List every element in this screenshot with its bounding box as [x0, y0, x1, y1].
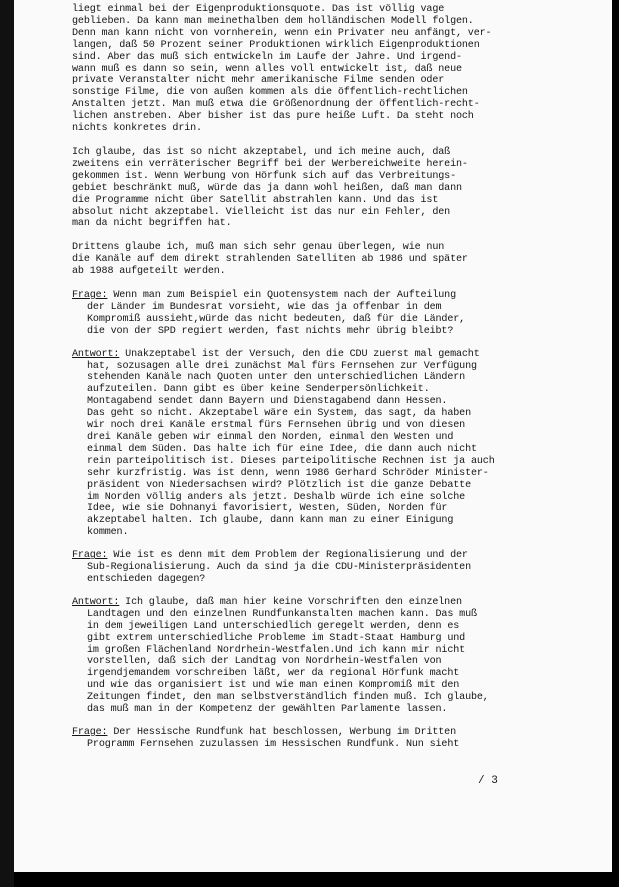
- text-line: private Veranstalter nicht mehr amerikanische Filme senden oder: [72, 75, 445, 87]
- text-line: in dem jeweiligen Land unterschiedlich geregelt werden, denn es: [87, 620, 460, 632]
- text-line: sonstige Filme, die von außen kommen als die öffentlich-rechtlichen: [72, 87, 468, 99]
- text-line: Das geht so nicht. Akzeptabel wäre ein System, das sagt, da haben: [87, 408, 471, 420]
- text-line: lichen anstreben. Aber bisher ist das pure heiße Luft. Da steht noch: [72, 111, 474, 123]
- text-line: irgendjemandem vorschreiben läßt, wer da regional Hörfunk macht: [87, 668, 460, 680]
- text-line: [72, 349, 567, 361]
- text-line: im großen Flächenland Nordrhein-Westfalen.Und ich kann mir nicht: [87, 644, 466, 656]
- paragraph: [72, 242, 567, 278]
- text-line: ab 1988 aufgeteilt werden.: [72, 266, 226, 278]
- text-line: man da nicht begriffen hat.: [72, 218, 232, 230]
- page-number: / 3: [478, 775, 498, 787]
- text-line: Idee, wie sie Dohnanyi favorisiert, Westen, Süden, Norden für: [87, 503, 448, 515]
- text-line: gibt extrem unterschiedliche Probleme im Stadt-Staat Hamburg und: [87, 632, 466, 644]
- line-text: Ich glaube, daß man hier keine Vorschriften den einzelnen: [119, 596, 462, 608]
- text-line: Drittens glaube ich, muß man sich sehr genau überlegen, wie nun: [72, 242, 445, 254]
- text-line: die Kanäle auf dem direkt strahlenden Satelliten ab 1986 und später: [72, 254, 468, 266]
- text-line: Programm Fernsehen zuzulassen im Hessischen Rundfunk. Nun sieht: [87, 738, 460, 750]
- text-line: Landtagen und den einzelnen Rundfunkanstalten machen kann. Das muß: [87, 608, 477, 620]
- text-line: geblieben. Da kann man meinethalben dem holländischen Modell folgen.: [72, 15, 474, 27]
- text-line: die Programme nicht über Satellit abstrahlen kann. Und das ist: [72, 194, 439, 206]
- text-line: gekommen ist. Wenn Werbung von Hörfunk sich auf das Verbreitungs-: [72, 170, 456, 182]
- scan-border: [0, 0, 14, 887]
- qa-block: [72, 349, 567, 540]
- text-line: gebiet beschränkt muß, würde das ja dann wohl heißen, daß man dann: [72, 182, 462, 194]
- qa-block: [72, 597, 567, 716]
- text-line: zweitens ein verräterischer Begriff bei der Werbereichweite herein-: [72, 158, 468, 170]
- text-line: entschieden dagegen?: [87, 573, 206, 585]
- text-line: sind. Aber das muß sich entwickeln im Laufe der Jahre. Und irgend-: [72, 51, 462, 63]
- speaker-label: Frage:: [72, 290, 108, 302]
- text-line: liegt einmal bei der Eigenproduktionsquote. Das ist völlig vage: [72, 4, 445, 15]
- text-line: Sub-Regionalisierung. Auch da sind ja die CDU-Ministerpräsidenten: [87, 562, 471, 574]
- qa-block: [72, 550, 567, 586]
- speaker-label: Antwort:: [72, 596, 120, 608]
- text-line: [72, 597, 567, 609]
- text-line: Kompromiß aussieht,würde das nicht bedeuten, daß für die Länder,: [87, 313, 466, 325]
- text-line: hat, sozusagen alle drei zunächst Mal fürs Fernsehen zur Verfügung: [87, 360, 477, 372]
- text-line: das muß man in der Kompetenz der gewählten Parlamente lassen.: [87, 704, 448, 716]
- text-line: präsident von Niedersachsen wird? Plötzlich ist die ganze Debatte: [87, 479, 471, 491]
- speaker-label: Frage:: [72, 550, 108, 562]
- text-line: wir noch drei Kanäle erstmal fürs Fernsehen übrig und von diesen: [87, 420, 466, 432]
- text-line: absolut nicht akzeptabel. Vielleicht ist das nur ein Fehler, den: [72, 206, 451, 218]
- text-line: akzeptabel halten. Ich glaube, dann kann man zu einer Einigung: [87, 515, 454, 527]
- text-line: und wie das organisiert ist und wie man einen Kompromiß mit den: [87, 680, 460, 692]
- text-line: Ich glaube, das ist so nicht akzeptabel, und ich meine auch, daß: [72, 146, 451, 158]
- text-line: rein parteipolitisch ist. Dieses parteipolitische Rechnen ist ja auch: [87, 455, 495, 467]
- text-line: vorstellen, daß sich der Landtag von Nordrhein-Westfalen von: [87, 656, 442, 668]
- qa-block: [72, 290, 567, 338]
- paragraph: [72, 4, 567, 135]
- text-line: langen, daß 50 Prozent seiner Produktionen wirklich Eigenproduktionen: [72, 39, 480, 51]
- text-line: drei Kanäle geben wir einmal den Norden, einmal den Westen und: [87, 432, 454, 443]
- text-line: der Länder im Bundesrat vorsieht, wie das ja offenbar in dem: [87, 301, 442, 313]
- text-line: [72, 727, 567, 739]
- text-line: [72, 550, 567, 562]
- text-line: sehr kurzfristig. Was ist denn, wenn 1986 Gerhard Schröder Minister-: [87, 467, 489, 479]
- text-line: Montagabend sendet dann Bayern und Dienstagabend dann Hessen.: [87, 396, 448, 408]
- text-line: kommen.: [87, 527, 129, 539]
- text-line: die von der SPD regiert werden, fast nichts mehr übrig bleibt?: [87, 325, 454, 337]
- text-line: nichts konkretes drin.: [72, 123, 202, 135]
- text-line: Zeitungen findet, den man selbstverständlich finden muß. Ich glaube,: [87, 692, 489, 704]
- speaker-label: Antwort:: [72, 348, 120, 360]
- text-line: [72, 290, 567, 302]
- line-text: Unakzeptabel ist der Versuch, den die CDU zuerst mal gemacht: [119, 348, 480, 360]
- text-line: einmal dem Süden. Das halte ich für eine Idee, die dann auch nicht: [87, 443, 477, 455]
- qa-block: [72, 727, 567, 751]
- text-line: Denn man kann nicht von vornherein, wenn ein Privater neu anfängt, ver-: [72, 27, 492, 39]
- text-line: Anstalten jetzt. Man muß etwa die Größenordnung der öffentlich-recht-: [72, 99, 480, 111]
- speaker-label: Frage:: [72, 726, 108, 738]
- text-line: wann muß es dann so sein, wenn alles voll entwickelt ist, daß neue: [72, 63, 462, 75]
- paragraph: [72, 147, 567, 230]
- text-line: stehenden Kanäle nach Quoten unter den unterschiedlichen Ländern: [87, 372, 466, 384]
- line-text: Wie ist es denn mit dem Problem der Regionalisierung und der: [107, 550, 468, 562]
- line-text: Der Hessische Rundfunk hat beschlossen, Werbung im Dritten: [107, 726, 456, 738]
- text-line: aufzuteilen. Dann gibt es über keine Senderpersönlichkeit.: [87, 384, 430, 396]
- line-text: Wenn man zum Beispiel ein Quotensystem nach der Aufteilung: [107, 290, 456, 302]
- text-line: im Norden völlig anders als jetzt. Deshalb würde ich eine solche: [87, 491, 466, 503]
- document-body: [72, 4, 567, 762]
